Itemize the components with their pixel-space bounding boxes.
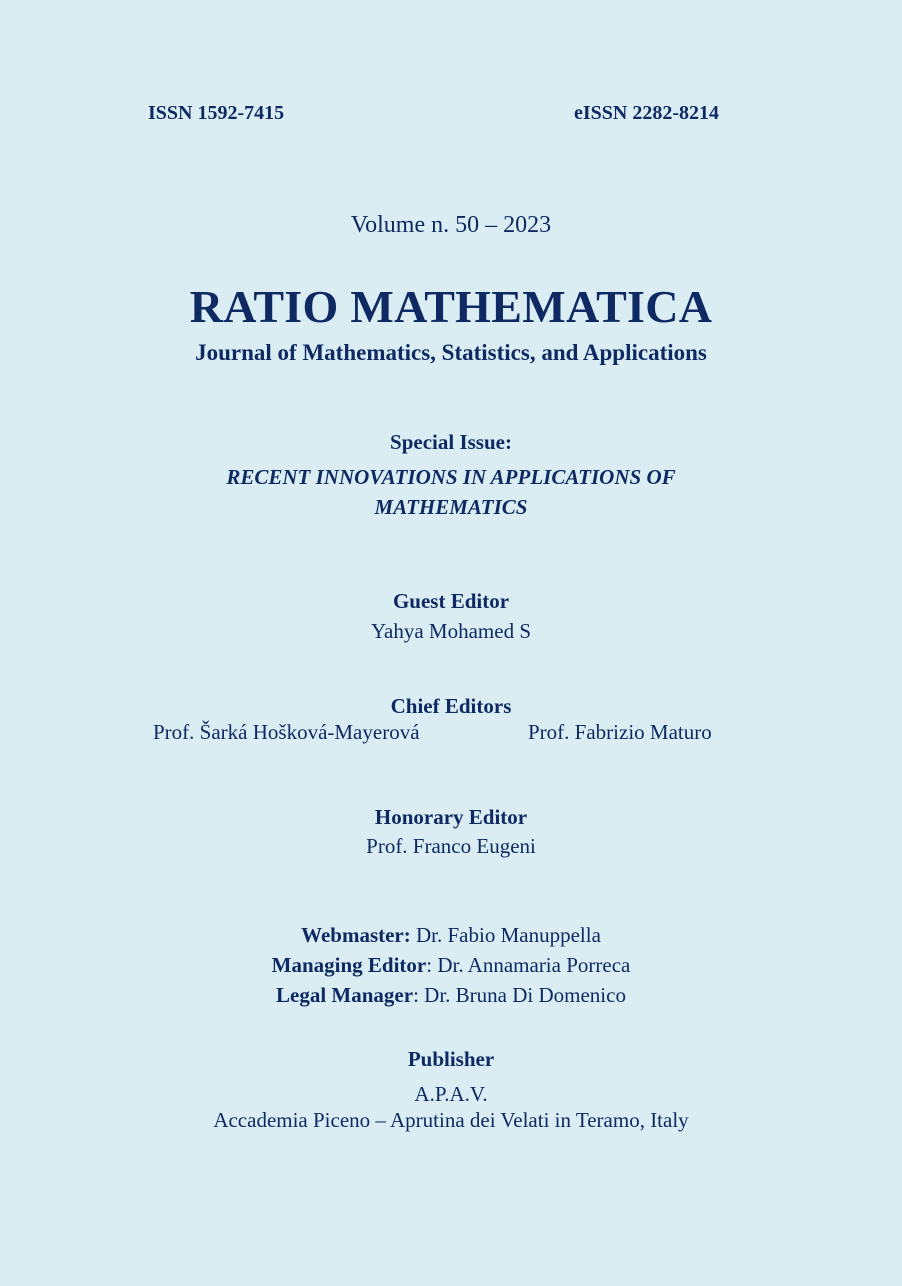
guest-editor-label: Guest Editor	[392, 589, 510, 613]
managing-editor-line	[0, 953, 902, 978]
legal-manager-label: Legal Manager	[276, 983, 414, 1007]
webmaster-line	[0, 923, 902, 948]
special-issue-title-line1: RECENT INNOVATIONS IN APPLICATIONS OF	[226, 465, 676, 489]
volume-info: Volume n. 50 – 2023	[350, 212, 552, 238]
special-issue-label: Special Issue:	[390, 430, 512, 454]
eissn-number: eISSN 2282-8214	[574, 102, 720, 124]
publisher-full-name: Accademia Piceno – Aprutina dei Velati in Teramo, Italy	[213, 1108, 689, 1132]
special-issue-title-line2: MATHEMATICS	[374, 495, 528, 519]
legal-manager-line	[0, 983, 902, 1008]
honorary-editor-name: Prof. Franco Eugeni	[366, 834, 536, 858]
webmaster-name: Dr. Fabio Manuppella	[410, 923, 601, 947]
webmaster-label: Webmaster:	[301, 923, 411, 947]
publisher-label: Publisher	[407, 1047, 495, 1071]
chief-editor-name: Prof. Fabrizio Maturo	[528, 720, 712, 744]
journal-subtitle: Journal of Mathematics, Statistics, and Applications	[195, 340, 707, 365]
journal-title: RATIO MATHEMATICA	[189, 281, 713, 332]
publisher-name: A.P.A.V.	[414, 1082, 488, 1106]
managing-editor-name: : Dr. Annamaria Porreca	[426, 953, 631, 977]
managing-editor-label: Managing Editor	[271, 953, 427, 977]
issn-number: ISSN 1592-7415	[148, 102, 285, 124]
legal-manager-name: : Dr. Bruna Di Domenico	[413, 983, 626, 1007]
chief-editor-name: Prof. Šarká Hošková-Mayerová	[153, 720, 420, 744]
guest-editor-name: Yahya Mohamed S	[370, 619, 532, 643]
honorary-editor-label: Honorary Editor	[374, 805, 528, 829]
chief-editors-label: Chief Editors	[390, 694, 512, 718]
